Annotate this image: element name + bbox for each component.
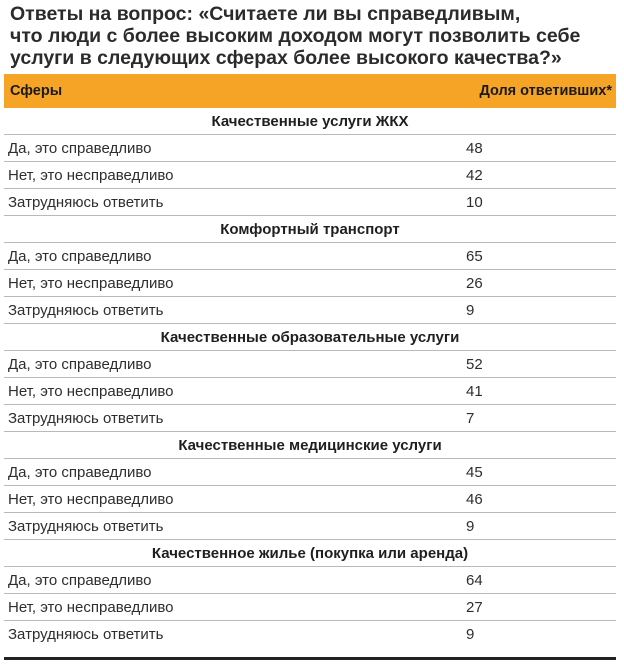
section-title: Комфортный транспорт (4, 216, 616, 243)
row-label: Да, это справедливо (8, 139, 152, 157)
section-title: Качественное жилье (покупка или аренда) (4, 540, 616, 567)
row-label: Нет, это несправедливо (8, 490, 174, 508)
row-label: Да, это справедливо (8, 571, 152, 589)
row-label: Затрудняюсь ответить (8, 517, 164, 535)
row-value: 64 (466, 571, 483, 589)
table-row (4, 243, 616, 270)
table-row (4, 405, 616, 432)
row-label: Затрудняюсь ответить (8, 626, 164, 643)
row-value: 48 (466, 139, 483, 157)
row-label: Нет, это несправедливо (8, 598, 174, 616)
section-title: Качественные медицинские услуги (4, 432, 616, 459)
row-label: Затрудняюсь ответить (8, 301, 164, 319)
row-value: 9 (466, 626, 475, 643)
row-label: Да, это справедливо (8, 463, 152, 481)
row-value: 7 (466, 409, 475, 427)
row-label: Да, это справедливо (8, 247, 152, 265)
results-table (4, 108, 616, 648)
section-title: Качественные образовательные услуги (4, 324, 616, 351)
row-value: 65 (466, 247, 483, 265)
row-value: 46 (466, 490, 483, 508)
table-row (4, 513, 616, 540)
row-value: 10 (466, 193, 483, 211)
row-label: Нет, это несправедливо (8, 166, 174, 184)
page-title (10, 3, 610, 69)
table-row (4, 297, 616, 324)
table-row (4, 459, 616, 486)
title-line: что люди с более высоким доходом могут позволить себе (10, 25, 581, 47)
table-row (4, 567, 616, 594)
row-value: 41 (466, 382, 483, 400)
table-row (4, 270, 616, 297)
table-row (4, 189, 616, 216)
title-line: Ответы на вопрос: «Считаете ли вы справедливым, (10, 3, 521, 25)
column-header-spheres: Сферы (10, 83, 63, 99)
row-label: Нет, это несправедливо (8, 382, 174, 400)
row-value: 45 (466, 463, 483, 481)
table-row (4, 621, 616, 648)
row-value: 9 (466, 301, 475, 319)
row-label: Нет, это несправедливо (8, 274, 174, 292)
table-row (4, 135, 616, 162)
row-value: 26 (466, 274, 483, 292)
row-value: 52 (466, 355, 483, 373)
row-value: 42 (466, 166, 483, 184)
row-value: 9 (466, 517, 475, 535)
table-row (4, 351, 616, 378)
row-label: Да, это справедливо (8, 355, 152, 373)
row-label: Затрудняюсь ответить (8, 409, 164, 427)
row-value: 27 (466, 598, 483, 616)
column-header-share: Доля ответивших* (479, 83, 612, 99)
table-row (4, 378, 616, 405)
table-row (4, 486, 616, 513)
title-line: услуги в следующих сферах более высокого качества?» (10, 47, 562, 69)
table-bottom-rule (4, 657, 616, 660)
section-title: Качественные услуги ЖКХ (4, 108, 616, 135)
table-header (4, 74, 616, 108)
row-label: Затрудняюсь ответить (8, 193, 164, 211)
table-row (4, 162, 616, 189)
table-row (4, 594, 616, 621)
